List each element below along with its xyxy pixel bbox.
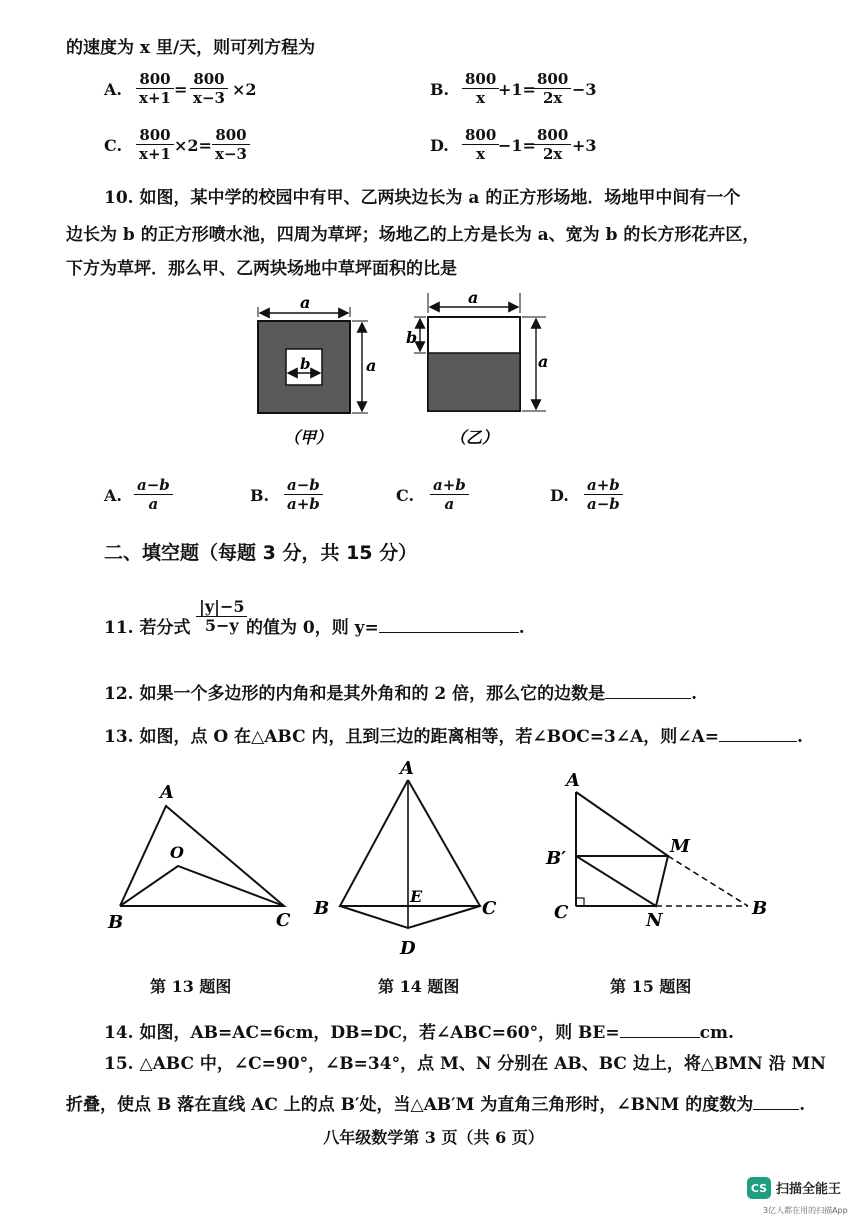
q9-b-rhs-num: 800 bbox=[534, 70, 571, 89]
q9-b-lhs-num: 800 bbox=[462, 70, 499, 89]
q10-option-a-letter: A. bbox=[104, 486, 122, 505]
q9-d-lhs-fraction bbox=[462, 126, 499, 163]
q9-b-rhs-fraction bbox=[534, 70, 571, 107]
q9-a-rhs-den: x−3 bbox=[193, 89, 225, 107]
q14-row bbox=[104, 1018, 734, 1043]
q9-b-tail: −3 bbox=[572, 80, 597, 99]
page-footer: 八年级数学第 3 页（共 6 页） bbox=[323, 1128, 544, 1147]
q9-d-mid: −1= bbox=[498, 136, 536, 155]
q11-num: |y|−5 bbox=[196, 598, 247, 617]
q12-answer-blank[interactable] bbox=[605, 680, 691, 699]
q12-text: 12. 如果一个多边形的内角和是其外角和的 2 倍，那么它的边数是 bbox=[104, 684, 606, 704]
jia-a-side: a bbox=[366, 356, 377, 375]
figure-14 bbox=[310, 752, 510, 962]
q9-c-lhs-num: 800 bbox=[136, 126, 173, 145]
f13-label-o: O bbox=[170, 843, 184, 862]
yi-a-top: a bbox=[468, 288, 479, 307]
f14-caption: 第 14 题图 bbox=[378, 977, 460, 996]
q13-row bbox=[104, 722, 803, 747]
camscanner-name: 扫描全能王 bbox=[776, 1182, 842, 1197]
q9-b-rhs-den: 2x bbox=[542, 89, 563, 107]
q9-b-mid: +1= bbox=[498, 80, 536, 99]
q9-c-rhs-num: 800 bbox=[212, 126, 249, 145]
f15-dashed-mb bbox=[668, 856, 748, 906]
q13-end: . bbox=[797, 727, 803, 747]
q11-answer-blank[interactable] bbox=[379, 614, 519, 633]
q10-line3: 下方为草坪．那么甲、乙两块场地中草坪面积的比是 bbox=[66, 259, 457, 279]
q9-b-lhs-den: x bbox=[476, 89, 486, 107]
f13-caption: 第 13 题图 bbox=[150, 977, 232, 996]
q10-a-num: a−b bbox=[134, 476, 173, 495]
f14-label-d: D bbox=[400, 938, 416, 959]
jia-b: b bbox=[300, 355, 311, 373]
q9-option-a-letter: A. bbox=[104, 80, 122, 99]
f15-side-am bbox=[576, 792, 668, 856]
q15-line1: 15. △ABC 中，∠C=90°，∠B=34°，点 M、N 分别在 AB、BC 边上，将△BMN 沿 MN bbox=[104, 1054, 826, 1074]
q14-answer-blank[interactable] bbox=[620, 1019, 700, 1038]
q11-suffix: 的值为 0，则 y= bbox=[246, 618, 379, 638]
f15-label-c: C bbox=[554, 902, 569, 923]
f15-label-m: M bbox=[670, 836, 690, 857]
f15-folded-triangle bbox=[576, 856, 668, 906]
q10-option-d-fraction bbox=[584, 476, 623, 513]
f14-label-e: E bbox=[410, 887, 423, 906]
q9-c-mid: ×2= bbox=[174, 136, 212, 155]
q15-answer-blank[interactable] bbox=[753, 1091, 799, 1110]
q10-a-den: a bbox=[148, 495, 159, 513]
q11-end: . bbox=[518, 618, 525, 638]
q9-d-tail: +3 bbox=[572, 136, 597, 155]
q10-option-c-fraction bbox=[430, 476, 469, 513]
camscanner-tagline: 3亿人都在用的扫描App bbox=[763, 1206, 848, 1215]
f13-label-b: B bbox=[108, 912, 124, 933]
f14-label-b: B bbox=[314, 898, 330, 919]
q9-d-lhs-den: x bbox=[476, 145, 486, 163]
q9-a-rhs-num: 800 bbox=[190, 70, 227, 89]
q9-d-lhs-num: 800 bbox=[462, 126, 499, 145]
q9-lead: 的速度为 x 里/天，则可列方程为 bbox=[66, 38, 316, 58]
q10-c-num: a+b bbox=[430, 476, 469, 495]
q9-option-b-letter: B. bbox=[430, 80, 450, 99]
figure-15 bbox=[540, 770, 780, 940]
yi-a-side: a bbox=[538, 352, 549, 371]
q9-option-c-letter: C. bbox=[104, 136, 123, 155]
q10-line2: 边长为 b 的正方形喷水池，四周为草坪；场地乙的上方是长为 a、宽为 b 的长方形花卉区， bbox=[66, 225, 760, 245]
section-heading: 二、填空题（每题 3 分，共 15 分） bbox=[104, 542, 418, 564]
q10-b-den: a+b bbox=[287, 495, 320, 513]
f15-label-b: B bbox=[752, 898, 768, 919]
f13-triangle bbox=[120, 806, 284, 906]
jia-caption: （甲） bbox=[284, 428, 333, 447]
q9-a-lhs-den: x+1 bbox=[139, 89, 171, 107]
q12-end: . bbox=[691, 684, 698, 704]
yi-lawn bbox=[428, 353, 520, 411]
q9-option-d-letter: D. bbox=[430, 136, 449, 155]
q9-c-rhs-den: x−3 bbox=[215, 145, 247, 163]
f14-label-a: A bbox=[400, 758, 414, 779]
f15-caption: 第 15 题图 bbox=[610, 977, 692, 996]
q9-c-rhs-fraction bbox=[212, 126, 250, 163]
q9-d-rhs-den: 2x bbox=[542, 145, 563, 163]
q9-d-rhs-fraction bbox=[534, 126, 571, 163]
q9-a-lhs-num: 800 bbox=[136, 70, 173, 89]
q14-text: 14. 如图，AB=AC=6cm，DB=DC，若∠ABC=60°，则 BE= bbox=[104, 1023, 620, 1043]
jia-a-top: a bbox=[300, 293, 311, 312]
q9-a-tail: ×2 bbox=[232, 80, 257, 99]
f15-label-n: N bbox=[646, 910, 663, 931]
figure-13 bbox=[100, 770, 310, 940]
camscanner-logo-icon: CS bbox=[747, 1177, 771, 1199]
q11-prefix: 11. 若分式 bbox=[104, 618, 191, 638]
f15-label-a: A bbox=[566, 770, 580, 791]
q14-end: cm. bbox=[699, 1023, 734, 1043]
q10-option-b-letter: B. bbox=[250, 486, 270, 505]
f15-right-angle-mark bbox=[576, 898, 584, 906]
q15-line2: 折叠，使点 B 落在直线 AC 上的点 B′处，当△AB′M 为直角三角形时，∠BNM 的度数为 bbox=[66, 1095, 754, 1115]
q15-end: . bbox=[799, 1095, 806, 1115]
f15-label-b1: B′ bbox=[546, 848, 566, 869]
q10-option-b-fraction bbox=[284, 476, 323, 513]
yi-b: b bbox=[406, 328, 418, 347]
q9-a-rhs-fraction bbox=[190, 70, 228, 107]
q9-c-lhs-den: x+1 bbox=[139, 145, 171, 163]
f14-label-c: C bbox=[482, 898, 497, 919]
q11-suffix-row bbox=[246, 613, 525, 638]
q15-line2-row bbox=[66, 1090, 805, 1115]
q9-c-lhs-fraction bbox=[136, 126, 174, 163]
q9-a-lhs-fraction bbox=[136, 70, 174, 107]
q10-option-c-letter: C. bbox=[396, 486, 415, 505]
q13-text: 13. 如图，点 O 在△ABC 内，且到三边的距离相等，若∠BOC=3∠A，则∠A= bbox=[104, 727, 719, 747]
f14-triangle-bdc bbox=[340, 906, 480, 928]
f13-label-a: A bbox=[160, 782, 174, 803]
q9-a-mid: = bbox=[174, 80, 188, 99]
q10-line1: 10. 如图，某中学的校园中有甲、乙两块边长为 a 的正方形场地．场地甲中间有一个 bbox=[104, 188, 741, 208]
q10-figure bbox=[240, 285, 560, 450]
q11-fraction bbox=[196, 598, 247, 635]
q10-d-num: a+b bbox=[584, 476, 623, 495]
f13-label-c: C bbox=[276, 910, 291, 931]
q10-option-d-letter: D. bbox=[550, 486, 569, 505]
q10-c-den: a bbox=[444, 495, 455, 513]
q10-option-a-fraction bbox=[134, 476, 173, 513]
yi-caption: （乙） bbox=[450, 428, 499, 447]
q13-answer-blank[interactable] bbox=[719, 723, 797, 742]
q9-b-lhs-fraction bbox=[462, 70, 499, 107]
q11-den: 5−y bbox=[204, 616, 239, 635]
q10-d-den: a−b bbox=[587, 495, 620, 513]
q9-d-rhs-num: 800 bbox=[534, 126, 571, 145]
q12-row bbox=[104, 679, 697, 704]
q10-b-num: a−b bbox=[284, 476, 323, 495]
